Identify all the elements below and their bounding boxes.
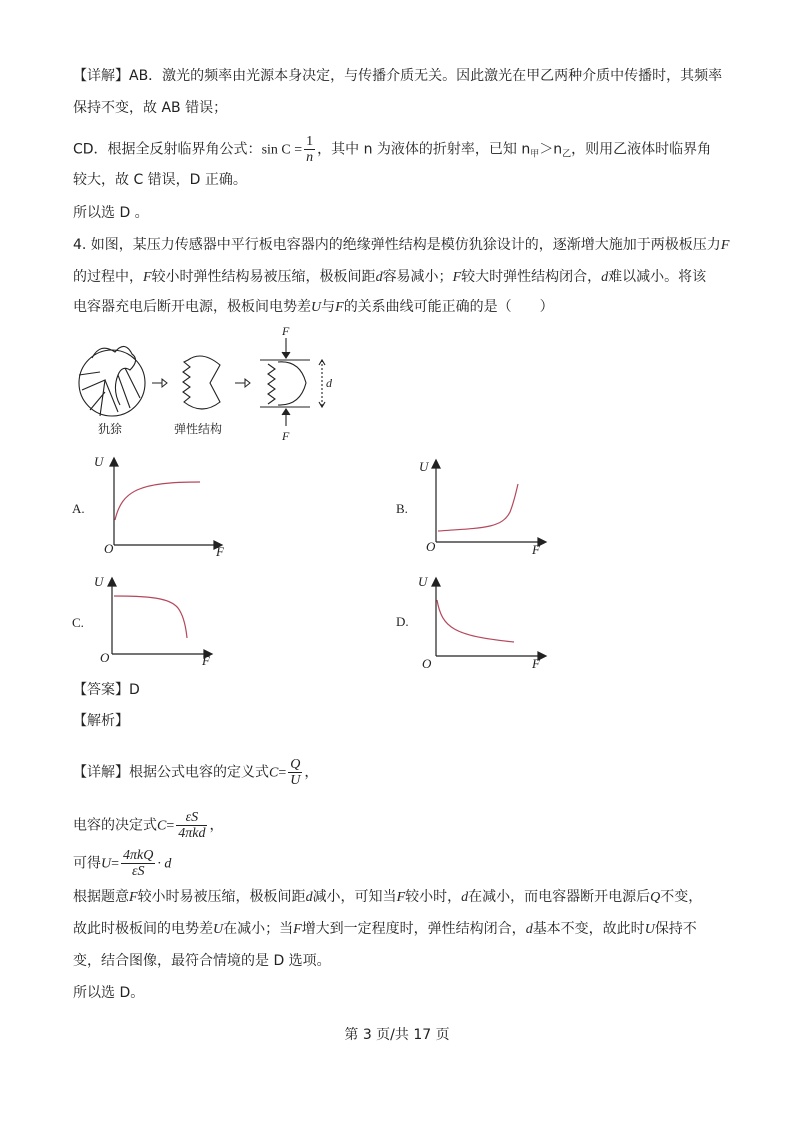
formula-sinC: sin C = [261,142,303,158]
var-F: F [293,922,302,937]
var-U: U [213,922,224,937]
denominator: 4πkd [178,826,206,841]
var-U: U [311,300,322,315]
axis-F: F [532,542,540,557]
label-d: d [326,376,332,390]
curve-C [114,596,187,638]
fraction-4pikQ-over-epsS [121,848,155,879]
detail4-line-6: 变，结合图像，最符合情境的是 D 选项。 [73,953,331,969]
text: 与 [321,299,336,315]
arrow-icon [152,379,167,387]
answer-value: D [129,682,140,698]
analysis-label: 【解析】 [73,713,129,729]
subscript: 乙 [562,149,572,160]
denominator: εS [131,864,145,879]
denominator: n [306,150,314,165]
var-C: C [269,765,279,781]
detail-line-2: 保持不变，故 AB 错误； [73,100,228,116]
label-armadillo: 犰狳 [98,422,123,436]
text: 根据题意 [73,889,129,905]
axis-U: U [418,574,428,589]
text: 容易减小； [382,269,453,285]
text: 的过程中， [73,269,143,285]
text: 电容的决定式 [73,817,157,834]
axis-U: U [94,574,104,589]
detail4-line-1 [73,757,318,788]
text: ＞n [539,141,563,158]
text: 在减小；当 [223,921,294,937]
question-4-line-2 [73,267,706,288]
fraction-1-over-n [304,134,315,165]
detail4-line-5 [73,919,697,940]
elastic-structure [183,356,220,409]
denominator: U [290,773,301,788]
var-d: d [461,890,469,905]
text: 电容器充电后断开电源，极板间电势差 [73,299,311,315]
numerator: εS [176,810,207,826]
axis-U: U [94,454,104,469]
answer-line [73,680,140,700]
text: 故此时极板间的电势差 [73,921,213,937]
var-F: F [452,270,462,285]
option-label: B. [396,501,408,516]
dot-d: · d [157,856,172,872]
text: 较小时， [405,889,462,905]
axis-F: F [216,544,224,559]
detail-line-4: 较大，故 C 错误，D 正确。 [73,172,247,188]
numerator: 4πkQ [123,848,154,863]
text: 基本不变，故此时 [532,921,645,937]
var-F: F [129,890,138,905]
text: 【详解】根据公式电容的定义式 [73,764,269,781]
graph-C [70,572,250,677]
graph-D [394,570,574,675]
arrow-icon [235,379,250,387]
text: 增大到一定程度时，弹性结构闭合， [301,921,526,937]
text: ，其中 n 为液体的折射率，已知 n [317,141,531,158]
origin-O: O [422,656,432,671]
text: 在减小，而电容器断开电源后 [468,889,651,905]
label-F-top: F [282,324,290,338]
text: 减小，可知当 [312,889,397,905]
var-F: F [335,300,344,315]
comma: ， [304,764,319,781]
comma: ， [209,817,224,834]
text: 不变， [660,889,703,905]
numerator: 1 [306,134,314,149]
fraction-epsS-over-4pikd [176,810,207,841]
var-U: U [101,856,112,872]
graph-B [394,452,574,567]
label-elastic: 弹性结构 [174,422,223,436]
option-label: A. [72,501,85,516]
text: ，则用乙液体时临界角 [571,141,712,158]
detail4-line-7: 所以选 D。 [73,985,145,1001]
equals: = [111,856,120,872]
numerator: Q [290,757,301,772]
text: 的关系曲线可能正确的是（ ） [343,299,554,315]
equals: = [166,818,175,834]
var-d: d [525,922,533,937]
origin-O: O [426,539,436,554]
var-C: C [157,818,167,834]
graph-A [70,450,250,565]
var-F: F [396,890,406,905]
var-d: d [305,890,313,905]
axis-U: U [419,459,429,474]
answer-label: 【答案】 [73,682,129,698]
text: 难以减小。将该 [608,269,707,285]
var-F: F [143,270,152,285]
detail4-line-4 [73,887,702,908]
var-U: U [644,922,655,937]
equals: = [278,765,287,781]
detail4-line-2 [73,810,223,841]
var-d: d [375,270,383,285]
var-Q: Q [650,890,661,905]
text: 保持不 [654,921,697,937]
fraction-Q-over-U [288,757,302,788]
label-F-bottom: F [282,429,290,443]
detail-line-3 [73,134,711,165]
var-F: F [720,238,730,253]
curve-D [437,600,514,642]
origin-O: O [104,541,114,556]
text: 较小时易被压缩，极板间距 [137,889,306,905]
detail-line-5: 所以选 D 。 [73,205,149,221]
question-4-line-3 [73,297,554,318]
armadillo-figure [70,320,370,450]
text: 4. 如图，某压力传感器中平行板电容器内的绝缘弹性结构是模仿犰狳设计的，逐渐增大施加于两极板压力 [73,237,721,253]
detail-line-1: 【详解】AB．激光的频率由光源本身决定，与传播介质无关。因此激光在甲乙两种介质中传播时，其频率 [73,68,723,84]
curve-B [438,484,518,531]
subscript: 甲 [530,149,540,160]
text: 可得 [73,855,101,872]
capacitor [260,338,325,426]
var-d: d [601,270,609,285]
page-footer: 第 3 页/共 17 页 [344,1027,450,1043]
text: 较大时弹性结构闭合， [461,269,602,285]
question-4-line-1 [73,235,729,256]
curve-A [115,482,200,520]
text: 较小时弹性结构易被压缩，极板间距 [151,269,376,285]
axis-F: F [202,653,210,668]
option-label: D. [396,614,409,629]
axis-F: F [532,656,540,671]
origin-O: O [100,650,110,665]
detail4-line-3 [73,848,171,879]
option-label: C. [72,615,84,630]
text: CD．根据全反射临界角公式： [73,141,262,158]
